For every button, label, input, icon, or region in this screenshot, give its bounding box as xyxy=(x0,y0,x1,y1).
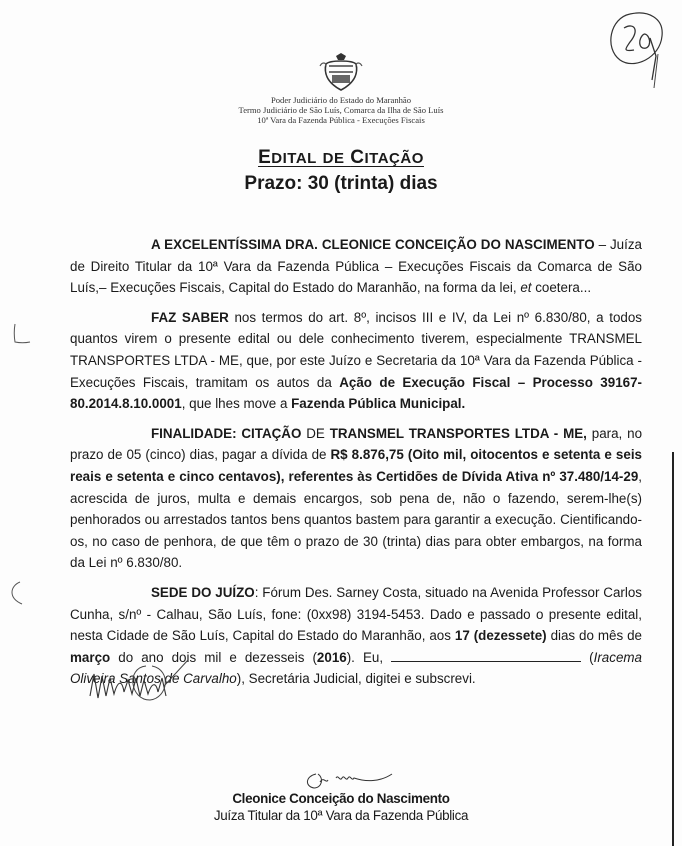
paragraph-sede: SEDE DO JUÍZO: Fórum Des. Sarney Costa, situado na Avenida Professor Carlos Cunha, s/nº - Calhau, São Luís, fone: (0xx98) 3194-5453. Dado e passado o presente edital, nesta Cidade de São Luís, Capital do Estado do Maranhão, aos 17 (dezessete) dias do mês de março do ano dois mil e dezesseis (2016). Eu, (Iracema Oliveira Santos de Carvalho), Secretária Judicial, digitei e subscrevi. xyxy=(70,584,642,687)
secretary-signature-line xyxy=(391,649,581,662)
court-header xyxy=(0,95,682,125)
court-header-line: Termo Judiciário de São Luís, Comarca da Ilha de São Luís xyxy=(238,105,444,115)
paragraph-finalidade: FINALIDADE: CITAÇÃO DE TRANSMEL TRANSPORTES LTDA - ME, para, no prazo de 05 (cinco) dias, pagar a dívida de R$ 8.876,75 (Oito mil, oitocentos e setenta e seis reais e setenta e cinco centavos), referentes às Certidões de Dívida Ativa nº 37.480/14-29, acrescida de juros, multa e demais encargos, sob pena de, não o fazendo, serem-lhe(s) penhorados ou arrestados tantos bens quantos bastem para garantir a execução. Cientificando-os, no caso de penhora, de que têm o prazo de 30 (trinta) dias para obter embargos, na forma da Lei nº 6.830/80. xyxy=(70,425,643,571)
judge-signature-block xyxy=(0,790,682,824)
court-header-line: 10ª Vara da Fazenda Pública - Execuções Fiscais xyxy=(257,115,425,125)
page-number-stamp-icon xyxy=(600,8,675,93)
coat-of-arms-icon xyxy=(318,52,364,94)
margin-bracket-mark xyxy=(6,580,26,606)
paragraph-intro: A EXCELENTÍSSIMA DRA. CLEONICE CONCEIÇÃO DO NASCIMENTO – Juíza de Direito Titular da 10ª Vara da Fazenda Pública – Execuções Fiscais da Comarca de São Luís,– Execuções Fiscais, Capital do Estado do Maranhão, na forma da lei, et coetera... xyxy=(70,237,642,296)
paragraph-faz-saber: FAZ SABER nos termos do art. 8º, incisos III e IV, da Lei nº 6.830/80, a todos quantos virem o presente edital ou dele conhecimento tiverem, especialmente TRANSMEL TRANSPORTES LTDA - ME, que, por este Juízo e Secretaria da 10ª Vara da Fazenda Pública - Execuções Fiscais, tramitam os autos da Ação de Execução Fiscal – Processo 39167-80.2014.8.10.0001, que lhes move a Fazenda Pública Municipal. xyxy=(70,309,643,412)
deadline-heading: Prazo: 30 (trinta) dias xyxy=(244,173,438,194)
judge-name: Cleonice Conceição do Nascimento xyxy=(232,791,450,806)
judge-role: Juíza Titular da 10ª Vara da Fazenda Pública xyxy=(213,808,469,823)
court-header-line: Poder Judiciário do Estado do Maranhão xyxy=(270,95,412,105)
judge-signature-icon xyxy=(296,770,396,792)
document-body xyxy=(70,234,642,690)
document-title: EDITAL DE CITAÇÃO xyxy=(258,147,424,168)
margin-bracket-mark xyxy=(12,322,32,346)
page-edge-line xyxy=(672,452,674,846)
secretary-signature-icon xyxy=(86,656,196,716)
